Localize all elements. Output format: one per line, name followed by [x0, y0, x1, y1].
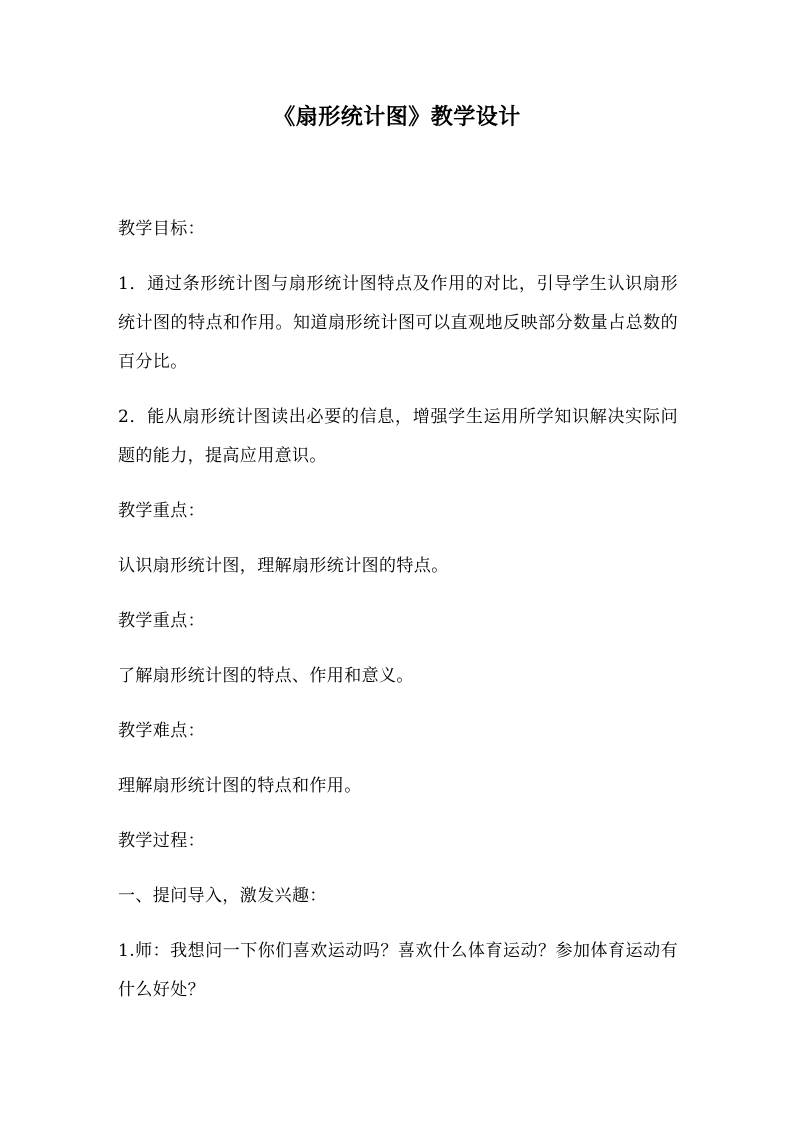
heading-key-points: 教学重点：	[118, 501, 205, 521]
goal-2: 2．能从扇形统计图读出必要的信息，增强学生运用所学知识解决实际问题的能力，提高应用意识。	[118, 407, 678, 466]
heading-process: 教学过程：	[118, 831, 205, 851]
process-section-1: 一、提问导入，激发兴趣：	[118, 886, 327, 906]
process-step-1: 1.师：我想问一下你们喜欢运动吗？喜欢什么体育运动？参加体育运动有什么好处？	[118, 941, 678, 1000]
key-point-text-2: 了解扇形统计图的特点、作用和意义。	[118, 666, 414, 686]
goal-1: 1．通过条形统计图与扇形统计图特点及作用的对比，引导学生认识扇形统计图的特点和作用。知道扇形统计图可以直观地反映部分数量占总数的百分比。	[118, 274, 678, 372]
document-title: 《扇形统计图》教学设计	[273, 105, 521, 130]
heading-key-points-2: 教学重点：	[118, 611, 205, 631]
difficulty-text: 理解扇形统计图的特点和作用。	[118, 776, 362, 796]
heading-difficulties: 教学难点：	[118, 721, 205, 741]
key-point-text: 认识扇形统计图，理解扇形统计图的特点。	[118, 556, 449, 576]
heading-teaching-goals: 教学目标：	[118, 219, 205, 239]
document-body	[118, 210, 678, 1026]
